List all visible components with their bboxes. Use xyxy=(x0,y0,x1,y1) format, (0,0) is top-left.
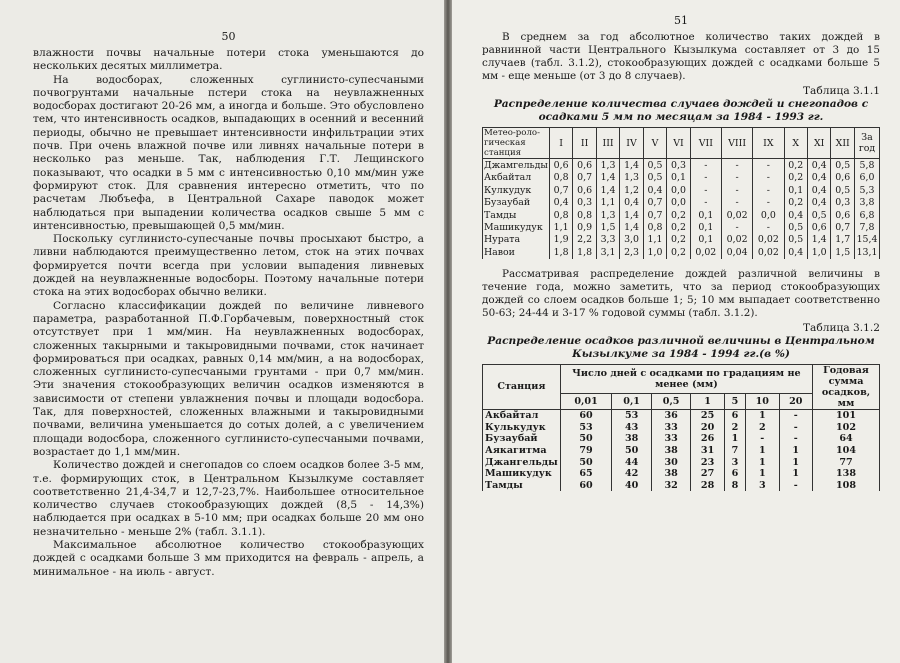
table-cell: 1,4 xyxy=(620,209,643,221)
table-cell: 79 xyxy=(560,445,612,457)
table-cell: 1,4 xyxy=(596,184,619,196)
table-row xyxy=(483,234,880,246)
table-cell: 25 xyxy=(691,409,724,421)
column-header: XII xyxy=(831,128,855,159)
table-cell: 0,4 xyxy=(784,209,807,221)
table-cell: 1 xyxy=(779,445,813,457)
table-cell: 38 xyxy=(651,445,691,457)
table-cell: 27 xyxy=(691,468,724,480)
table-cell: 33 xyxy=(651,433,691,445)
column-header: XI xyxy=(807,128,830,159)
table-cell: 0,1 xyxy=(690,209,721,221)
paragraph: Рассматривая распределение дождей различной величины в течение года, можно заметить, что за период стокообразующих дождей со слоем осадков больше 1; 5; 10 мм выпадает соответственно 50-63; 24-44 и 3-17 % годовой суммы (табл. 3.1.2). xyxy=(482,267,880,319)
column-header: 0,01 xyxy=(560,394,612,409)
table-cell: 0,0 xyxy=(753,209,784,221)
table-cell: 0,6 xyxy=(549,159,572,172)
station-cell: Кулькудук xyxy=(483,421,561,433)
table-header-row xyxy=(483,128,880,159)
table-cell: 0,9 xyxy=(573,221,596,233)
table-cell: 1 xyxy=(746,468,779,480)
column-header: IX xyxy=(753,128,784,159)
table-cell: 0,8 xyxy=(549,209,572,221)
table-cell: 53 xyxy=(560,421,612,433)
book-gutter xyxy=(444,0,452,663)
table-cell: 101 xyxy=(813,409,880,421)
table-cell: - xyxy=(721,184,752,196)
table-cell: 40 xyxy=(612,479,652,491)
column-header: II xyxy=(573,128,596,159)
table-cell: 1,4 xyxy=(620,221,643,233)
station-cell: Машикудук xyxy=(483,468,561,480)
table-cell: - xyxy=(690,197,721,209)
table-cell: 0,1 xyxy=(690,234,721,246)
table-cell: 0,7 xyxy=(643,197,666,209)
table-cell: 77 xyxy=(813,456,880,468)
table-cell: - xyxy=(690,184,721,196)
table-cell: 6 xyxy=(724,468,745,480)
column-header: VI xyxy=(667,128,690,159)
table-cell: 0,6 xyxy=(831,209,855,221)
column-header: VII xyxy=(690,128,721,159)
table-cell: 0,1 xyxy=(784,184,807,196)
table-cell: 1,8 xyxy=(549,246,572,258)
table-cell: 0,8 xyxy=(573,209,596,221)
table-header-row xyxy=(483,364,880,394)
table-cell: 0,5 xyxy=(643,159,666,172)
table-cell: 36 xyxy=(651,409,691,421)
station-cell: Нурата xyxy=(483,234,550,246)
page-number: 50 xyxy=(221,30,236,43)
table-cell: - xyxy=(721,221,752,233)
table-cell: 44 xyxy=(612,456,652,468)
table-row xyxy=(483,456,880,468)
table-cell: 102 xyxy=(813,421,880,433)
table-cell: - xyxy=(721,197,752,209)
table-cell: 0,2 xyxy=(667,234,690,246)
table-cell: 1,5 xyxy=(596,221,619,233)
table-cell: 0,2 xyxy=(667,209,690,221)
station-cell: Тамды xyxy=(483,479,561,491)
rain-gradation-table xyxy=(482,364,880,491)
table-cell: 1,2 xyxy=(620,184,643,196)
table-cell: 0,2 xyxy=(784,172,807,184)
column-header: X xyxy=(784,128,807,159)
table-label: Таблица 3.1.2 xyxy=(802,321,880,334)
column-header: Метео-роло-гическая станция xyxy=(483,128,550,159)
table-cell: 0,5 xyxy=(784,221,807,233)
table-cell: 0,1 xyxy=(690,221,721,233)
table-cell: - xyxy=(779,421,813,433)
table-cell: 138 xyxy=(813,468,880,480)
table-cell: 1,7 xyxy=(831,234,855,246)
table-cell: 0,7 xyxy=(831,221,855,233)
column-header: 5 xyxy=(724,394,745,409)
table-cell: 1 xyxy=(779,468,813,480)
table-cell: 0,7 xyxy=(549,184,572,196)
table-cell: 1,3 xyxy=(596,209,619,221)
table-cell: 0,2 xyxy=(784,159,807,172)
table-cell: 1,4 xyxy=(596,172,619,184)
table-cell: - xyxy=(779,409,813,421)
table-cell: 104 xyxy=(813,445,880,457)
table-cell: 13,1 xyxy=(855,246,880,258)
table-cell: 0,4 xyxy=(807,197,830,209)
table-cell: 53 xyxy=(612,409,652,421)
table-row xyxy=(483,209,880,221)
table-cell: 0,02 xyxy=(721,234,752,246)
table-cell: 0,7 xyxy=(573,172,596,184)
table-cell: - xyxy=(753,159,784,172)
table-cell: 1 xyxy=(724,433,745,445)
table-cell: 1 xyxy=(746,456,779,468)
table-cell: - xyxy=(779,479,813,491)
table-cell: 1,9 xyxy=(549,234,572,246)
table-cell: 2,2 xyxy=(573,234,596,246)
left-page xyxy=(0,0,444,663)
table-cell: 65 xyxy=(560,468,612,480)
table-caption: Распределение количества случаев дождей и снегопадов с осадками 5 мм по месяцам за 1984 - 1993 гг. xyxy=(493,98,869,124)
monthly-rain-table xyxy=(482,127,880,258)
table-cell: 1,0 xyxy=(807,246,830,258)
station-cell: Бузаубай xyxy=(483,197,550,209)
station-cell: Машикудук xyxy=(483,221,550,233)
table-cell: 28 xyxy=(691,479,724,491)
paragraph: Согласно классификации дождей по величине ливневого параметра, разработанной П.Ф.Горбачевым, поверхностный сток отсутствует при 1 мм/мин. На неувлажненных водосборах, сложенных такырными и такыровидными почвами, сток начинает формироваться при осадках, равных 0,14 мм/мин, а на водосборах, сложенных суглинисто-супесчаными грунтами - при 0,7 мм/мин. Эти значения стокообразующих величин осадков изменяются в зависимости от степени увлажнения почвы и площади водосбора. Так, для поверхностей, сложенных влажными и такыровидными почвами, величина уменьшается до сотых долей, а с увеличением площади водосбора, сложенного суглинисто-супесчаными почвами, возрастает до 1,1 мм/мин. xyxy=(33,299,424,458)
table-cell: 0,5 xyxy=(831,184,855,196)
table-body xyxy=(483,409,880,491)
table-cell: 50 xyxy=(560,433,612,445)
table-cell: 108 xyxy=(813,479,880,491)
paragraph: На водосборах, сложенных суглинисто-супесчаными почвогрунтами начальные пстери стока на неувлажненных водосборах достигают 20-26 мм, а иногда и больше. Это обусловлено тем, что интенсивность осадков, выпадающих в осенний и весенний периоды, обычно не превышает интенсивности инфильтрации этих почв. При очень влажной почве или ливнях начальные потери в несколько раз меньше. Так, наблюдения Г.Т. Лещинского показывают, что осадки в 5 мм с интенсивностью 0,10 мм/мин уже формируют сток. Для сравнения интересно отметить, что по расчетам Любъефа, в Центральной Сахаре паводок может наблюдаться при выпадении количества осадков свыше 5 мм с интенсивностью, превышающей 0,5 мм/мин. xyxy=(33,73,424,232)
table-cell: 0,7 xyxy=(643,209,666,221)
table-cell: 50 xyxy=(560,456,612,468)
station-cell: Джамгельды xyxy=(484,160,548,172)
table-cell: 1,8 xyxy=(573,246,596,258)
table-cell: 7,8 xyxy=(855,221,880,233)
table-cell: 2 xyxy=(724,421,745,433)
table-cell: - xyxy=(721,159,752,172)
paragraph: Максимальное абсолютное количество стокообразующих дождей с осадками больше 3 мм приходится на февраль - апрель, а минимальное - на июль - август. xyxy=(33,538,424,578)
table-row xyxy=(483,184,880,196)
table-row xyxy=(483,246,880,258)
table-cell: - xyxy=(690,159,721,172)
table-cell: 0,3 xyxy=(667,159,690,172)
table-cell: 0,3 xyxy=(573,197,596,209)
table-cell: 0,02 xyxy=(753,234,784,246)
station-cell: Джангельды xyxy=(483,456,561,468)
table-cell: 0,0 xyxy=(667,184,690,196)
table-cell: 0,04 xyxy=(721,246,752,258)
column-header: I xyxy=(549,128,572,159)
paragraph: Поскольку суглинисто-супесчаные почвы просыхают быстро, а ливни наблюдаются преимущественно летом, сток на этих почвах формируется почти всегда при условии выпадения ливневых дождей на неувлажненные водосборы. Поэтому начальные потери стока на этих водосборах обычно велики. xyxy=(33,233,424,299)
station-cell: Кулкудук xyxy=(483,184,550,196)
table-cell: 3,3 xyxy=(596,234,619,246)
table-cell: - xyxy=(690,172,721,184)
table-cell: 64 xyxy=(813,433,880,445)
table-cell: 0,6 xyxy=(573,184,596,196)
column-header: IV xyxy=(620,128,643,159)
table-cell: 0,4 xyxy=(620,197,643,209)
table-row xyxy=(483,409,880,421)
table-cell: 0,4 xyxy=(549,197,572,209)
table-cell: 2,3 xyxy=(620,246,643,258)
table-cell: - xyxy=(721,172,752,184)
table-cell: 0,6 xyxy=(831,172,855,184)
table-cell: 26 xyxy=(691,433,724,445)
table-cell: 1 xyxy=(746,445,779,457)
table-cell: - xyxy=(779,433,813,445)
column-header: За год xyxy=(855,128,880,159)
table-cell: 0,4 xyxy=(807,184,830,196)
table-row xyxy=(483,172,880,184)
table-cell: 1,3 xyxy=(620,172,643,184)
column-header: Станция xyxy=(483,364,561,409)
station-cell: Навои xyxy=(483,246,550,258)
table-row xyxy=(483,468,880,480)
table-cell: 5,3 xyxy=(855,184,880,196)
table-cell: - xyxy=(746,433,779,445)
table-cell: 23 xyxy=(691,456,724,468)
table-cell: 0,0 xyxy=(667,197,690,209)
table-cell: 43 xyxy=(612,421,652,433)
station-cell: Бузаубай xyxy=(483,433,561,445)
table-cell: 0,8 xyxy=(643,221,666,233)
paragraph: Количество дождей и снегопадов со слоем осадков более 3-5 мм, т.е. формирующих сток, в Центральном Кызылкуме составляет соответственно 21,4-34,7 и 12,7-23,7%. Наибольшее относительное количество случаев стокообразующих дождей (8,5 - 14,3%) наблюдается при осадках в 5-10 мм; при осадках больше 20 мм оно незначительно - меньше 2% (табл. 3.1.1). xyxy=(33,459,424,538)
table-cell: 0,6 xyxy=(573,159,596,172)
column-header: 20 xyxy=(779,394,813,409)
station-cell: Акбайтал xyxy=(483,409,561,421)
table-cell: 50 xyxy=(612,445,652,457)
table-row xyxy=(483,159,880,172)
page-number: 51 xyxy=(674,14,688,27)
table-cell: 3 xyxy=(746,479,779,491)
table-cell: 1,1 xyxy=(549,221,572,233)
table-cell: 7 xyxy=(724,445,745,457)
table-cell: 38 xyxy=(612,433,652,445)
table-cell: - xyxy=(753,197,784,209)
table-row xyxy=(483,479,880,491)
table-cell: 1,1 xyxy=(643,234,666,246)
table-cell: 3,8 xyxy=(855,197,880,209)
table-cell: 30 xyxy=(651,456,691,468)
column-header: III xyxy=(596,128,619,159)
table-cell: 15,4 xyxy=(855,234,880,246)
column-header: Число дней с осадками по градациям не менее (мм) xyxy=(560,364,812,394)
table-cell: 1,4 xyxy=(807,234,830,246)
table-cell: 1,4 xyxy=(620,159,643,172)
table-caption: Распределение осадков различной величины в Центральном Кызылкуме за 1984 - 1994 гг.(в %) xyxy=(487,334,875,360)
table-cell: 0,4 xyxy=(807,159,830,172)
column-header: 10 xyxy=(746,394,779,409)
table-row xyxy=(483,221,880,233)
table-cell: 38 xyxy=(651,468,691,480)
table-cell: 1,1 xyxy=(596,197,619,209)
table-cell: 60 xyxy=(560,479,612,491)
table-cell: 6,0 xyxy=(855,172,880,184)
table-cell: 0,2 xyxy=(784,197,807,209)
table-cell: 3,1 xyxy=(596,246,619,258)
table-cell: 8 xyxy=(724,479,745,491)
table-cell: 20 xyxy=(691,421,724,433)
table-cell: 0,02 xyxy=(690,246,721,258)
table-cell: 0,6 xyxy=(807,221,830,233)
column-header: 0,5 xyxy=(651,394,691,409)
station-cell: Тамды xyxy=(483,209,550,221)
column-header: V xyxy=(643,128,666,159)
column-header: 1 xyxy=(691,394,724,409)
table-cell: 5,8 xyxy=(855,159,880,172)
table-cell: 0,1 xyxy=(667,172,690,184)
table-cell: 1 xyxy=(746,409,779,421)
station-cell: Акбайтал xyxy=(483,172,550,184)
station-cell: Аякагитма xyxy=(483,445,561,457)
column-header: VIII xyxy=(721,128,752,159)
table-cell: - xyxy=(753,221,784,233)
table-cell: 1 xyxy=(779,456,813,468)
right-page xyxy=(452,0,900,663)
table-cell: 0,4 xyxy=(807,172,830,184)
table-cell: 6 xyxy=(724,409,745,421)
table-cell: - xyxy=(753,184,784,196)
table-cell: 3 xyxy=(724,456,745,468)
table-cell: 1,0 xyxy=(643,246,666,258)
table-row xyxy=(483,197,880,209)
table-row xyxy=(483,433,880,445)
table-cell: 33 xyxy=(651,421,691,433)
table-cell: 0,4 xyxy=(784,246,807,258)
table-cell: 3,0 xyxy=(620,234,643,246)
table-cell: 60 xyxy=(560,409,612,421)
column-header: Годовая сумма осадков, мм xyxy=(813,364,880,409)
table-cell: 42 xyxy=(612,468,652,480)
table-cell: 0,5 xyxy=(831,159,855,172)
table-cell: 1,3 xyxy=(596,159,619,172)
table-row xyxy=(483,445,880,457)
table-cell: 0,3 xyxy=(831,197,855,209)
table-cell: 1,5 xyxy=(831,246,855,258)
table-cell: 0,4 xyxy=(643,184,666,196)
table-label: Таблица 3.1.1 xyxy=(802,85,880,98)
paragraph: В среднем за год абсолютное количество таких дождей в равнинной части Центрального Кызылкума составляет от 3 до 15 случаев (табл. 3.1.2), стокообразующих дождей с осадками больше 5 мм - еще меньше (от 3 до 8 случаев). xyxy=(482,31,880,83)
table-cell: 0,02 xyxy=(753,246,784,258)
table-cell: 32 xyxy=(651,479,691,491)
table-cell: 0,2 xyxy=(667,246,690,258)
table-cell: 0,5 xyxy=(784,234,807,246)
table-cell: 0,5 xyxy=(807,209,830,221)
table-cell: 0,2 xyxy=(667,221,690,233)
table-cell: - xyxy=(753,172,784,184)
table-cell: 2 xyxy=(746,421,779,433)
table-cell: 0,8 xyxy=(549,172,572,184)
table-row xyxy=(483,421,880,433)
table-cell: 0,5 xyxy=(643,172,666,184)
table-cell: 31 xyxy=(691,445,724,457)
column-header: 0,1 xyxy=(612,394,652,409)
table-body xyxy=(483,159,880,259)
table-cell: 0,02 xyxy=(721,209,752,221)
table-cell: 6,8 xyxy=(855,209,880,221)
paragraph: влажности почвы начальные потери стока уменьшаются до нескольких десятых миллиметра. xyxy=(33,47,424,73)
